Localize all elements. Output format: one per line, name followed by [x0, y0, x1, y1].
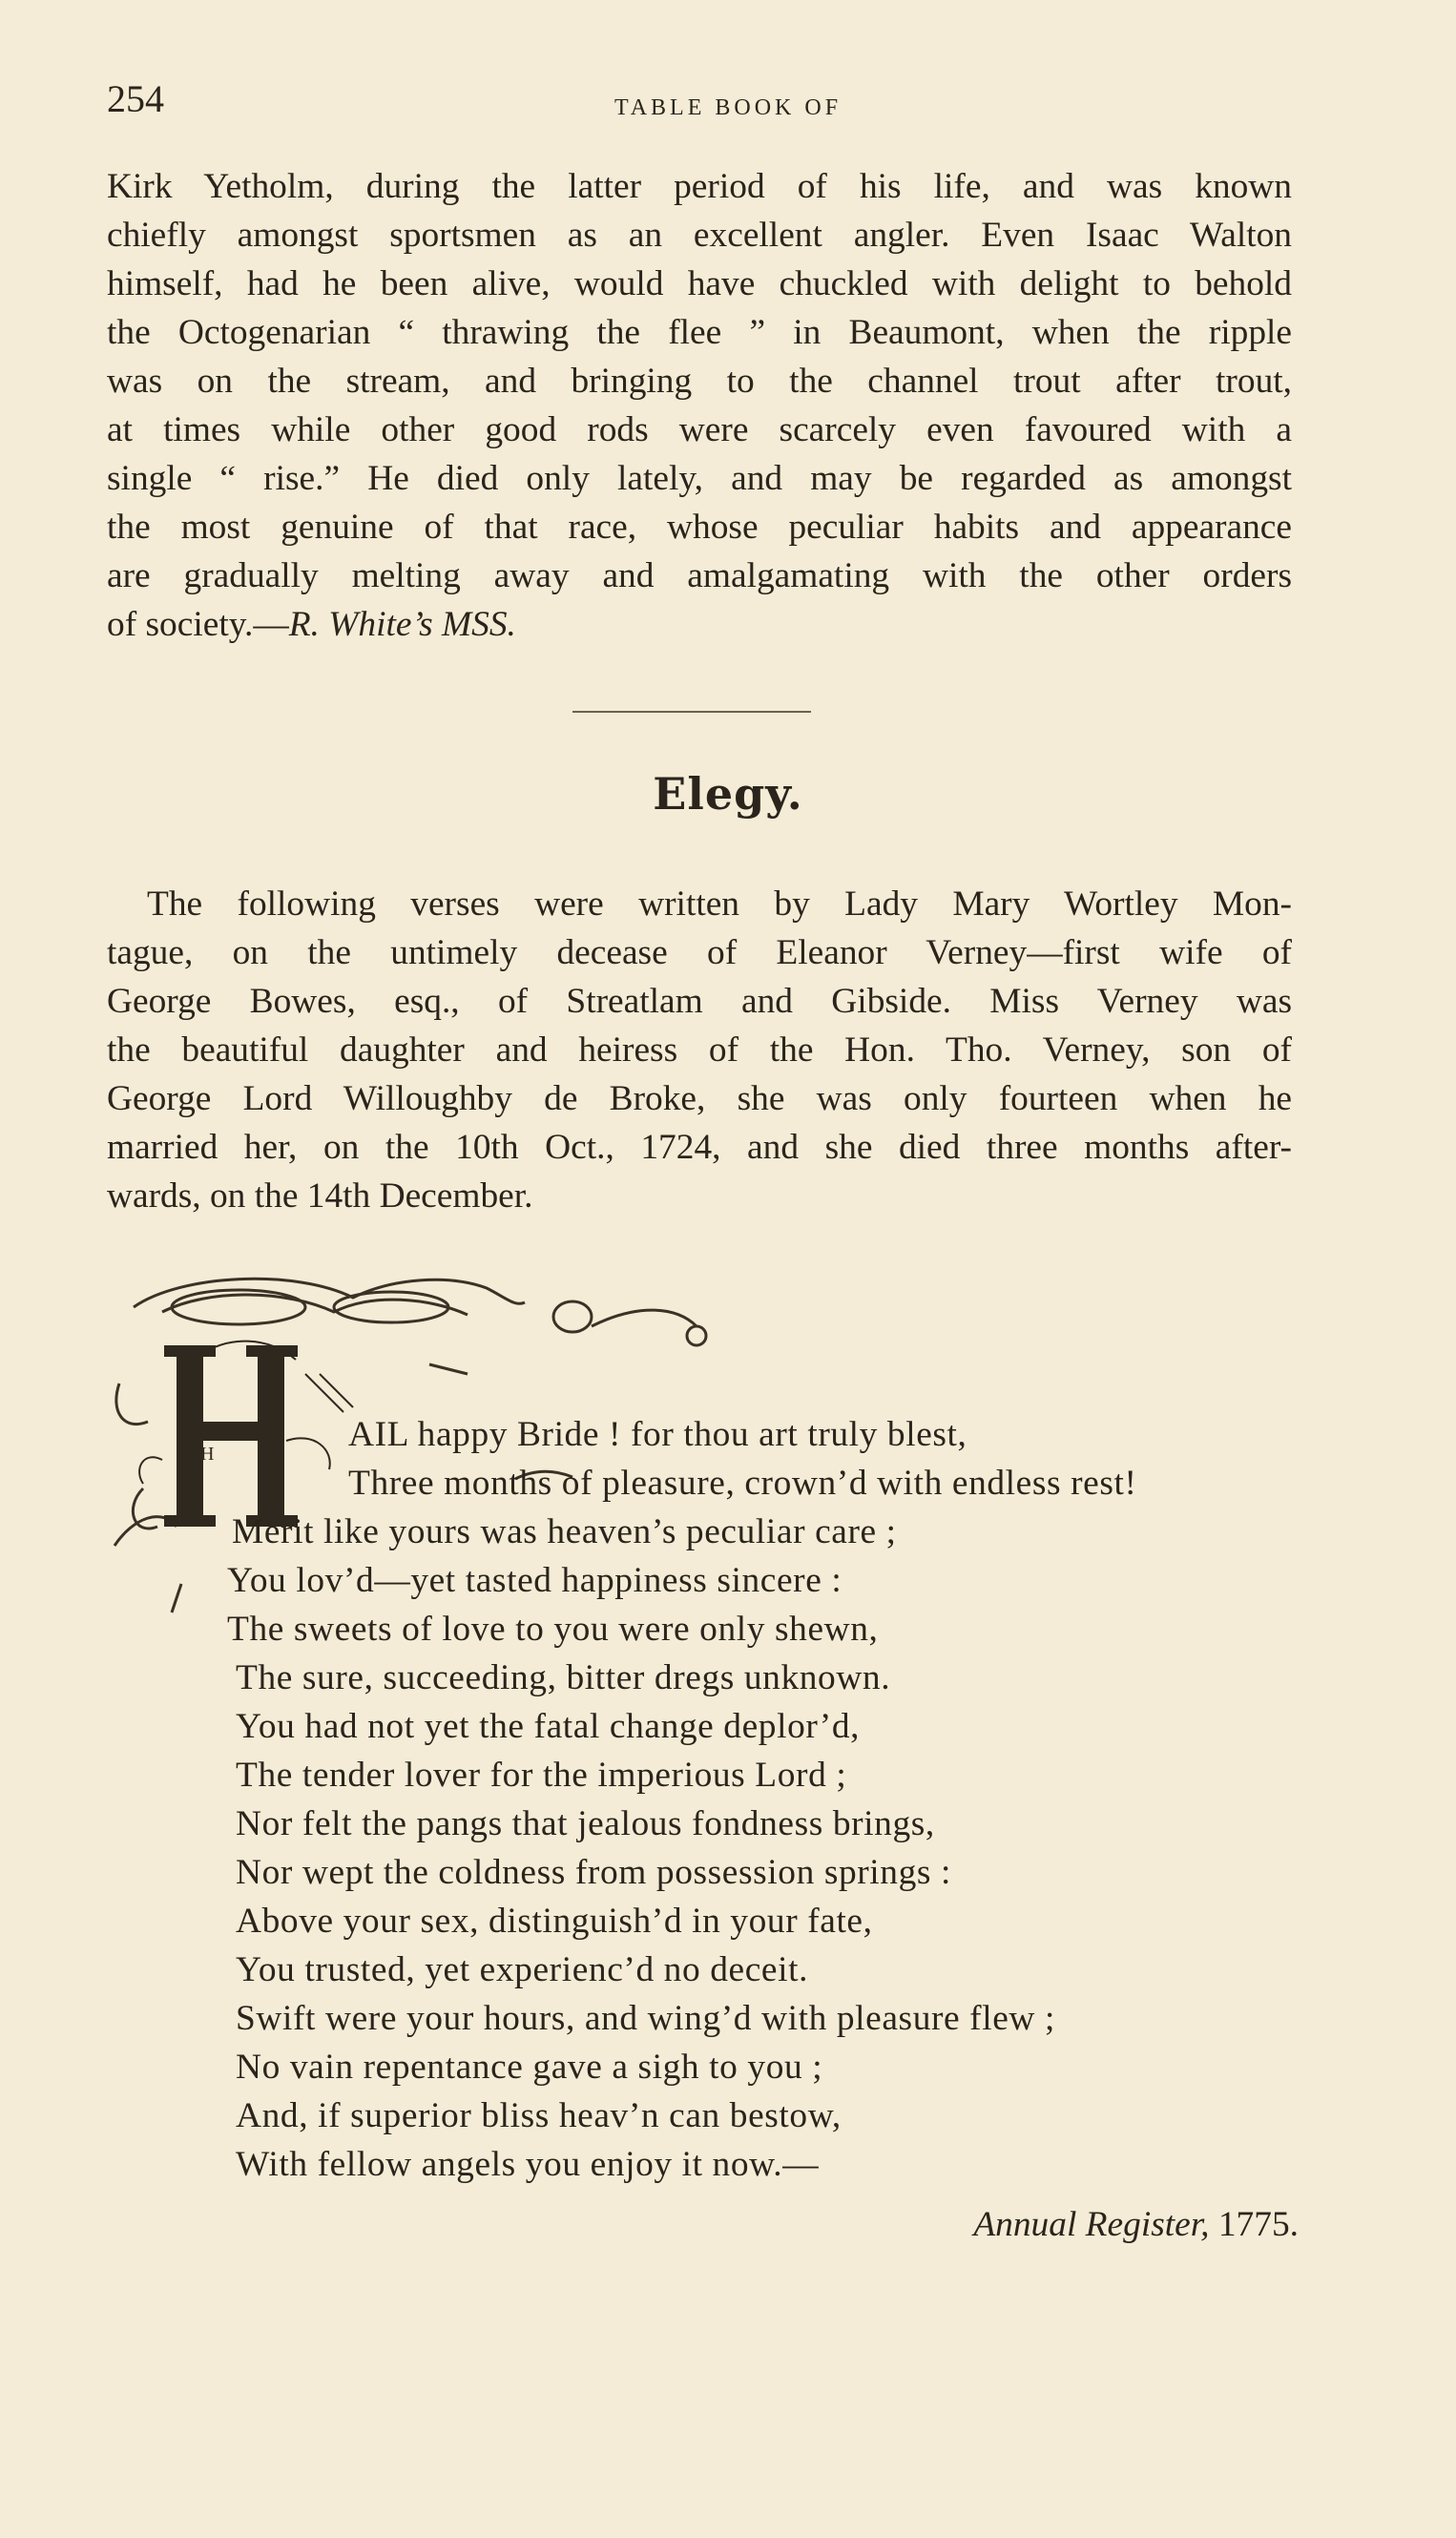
intro2-line: George Bowes, esq., of Streatlam and Gibside. Miss Verney was: [107, 982, 1292, 1021]
elegy-introduction: [107, 880, 1292, 1220]
poem-line: The tender lover for the imperious Lord ;: [236, 1756, 847, 1795]
poem-attribution: [973, 2204, 1299, 2245]
intro-line: single “ rise.” He died only lately, and may be regarded as amongst: [107, 459, 1292, 498]
intro2-line: tague, on the untimely decease of Eleanor Verney—first wife of: [107, 933, 1292, 972]
intro2-line: married her, on the 10th Oct., 1724, and she died three months after-: [107, 1128, 1292, 1167]
poem-line: With fellow angels you enjoy it now.—: [236, 2145, 820, 2184]
poem-line: No vain repentance gave a sigh to you ;: [236, 2048, 823, 2087]
poem-line: You lov’d—yet tasted happiness sincere :: [227, 1561, 842, 1600]
intro-line: the Octogenarian “ thrawing the flee ” in Beaumont, when the ripple: [107, 313, 1292, 352]
intro2-line: wards, on the 14th December.: [107, 1176, 533, 1216]
poem-line: The sure, succeeding, bitter dregs unknown.: [236, 1658, 891, 1697]
section-title: Elegy.: [653, 768, 803, 820]
attribution-source: Annual Register,: [973, 2205, 1210, 2244]
page-header: [107, 76, 1349, 134]
intro-last-line: [107, 600, 1292, 649]
poem-line: Nor felt the pangs that jealous fondness brings,: [236, 1804, 935, 1843]
drop-cap-letter: H: [200, 1444, 215, 1465]
poem-line: Above your sex, distinguish’d in your fate,: [236, 1902, 873, 1941]
intro-line: at times while other good rods were scarcely even favoured with a: [107, 410, 1292, 449]
page-number: 254: [107, 77, 164, 120]
intro-line: was on the stream, and bringing to the channel trout after trout,: [107, 362, 1292, 401]
intro2-line: the beautiful daughter and heiress of the Hon. Tho. Verney, son of: [107, 1030, 1292, 1070]
poem-line: Swift were your hours, and wing’d with pleasure flew ;: [236, 1999, 1055, 2038]
intro-last-line-text: of society.—: [107, 605, 289, 644]
poem-line: Nor wept the coldness from possession springs :: [236, 1853, 951, 1892]
intro-line: chiefly amongst sportsmen as an excellent angler. Even Isaac Walton: [107, 216, 1292, 255]
intro-paragraph: [107, 162, 1292, 649]
poem-line: Merit like yours was heaven’s peculiar care ;: [232, 1512, 897, 1551]
poem-line: You trusted, yet experienc’d no deceit.: [236, 1950, 809, 1989]
poem-line: The sweets of love to you were only shewn,: [227, 1610, 879, 1649]
poem-line: Three months of pleasure, crown’d with endless rest!: [348, 1464, 1137, 1503]
section-divider: [572, 711, 811, 713]
intro-line: himself, had he been alive, would have chuckled with delight to behold: [107, 264, 1292, 303]
running-title: TABLE BOOK OF: [614, 95, 842, 120]
intro-line: are gradually melting away and amalgamating with the other orders: [107, 556, 1292, 595]
poem-line: You had not yet the fatal change deplor’d,: [236, 1707, 861, 1746]
intro-line: the most genuine of that race, whose peculiar habits and appearance: [107, 508, 1292, 547]
manuscript-citation: R. White’s MSS.: [288, 605, 516, 644]
intro-line: Kirk Yetholm, during the latter period of his life, and was known: [107, 167, 1292, 206]
attribution-year: 1775.: [1217, 2205, 1299, 2244]
intro2-line: The following verses were written by Lady Mary Wortley Mon-: [147, 884, 1292, 924]
intro2-line: George Lord Willoughby de Broke, she was only fourteen when he: [107, 1079, 1292, 1118]
poem-line: And, if superior bliss heav’n can bestow,: [236, 2096, 842, 2135]
poem-line: AIL happy Bride ! for thou art truly blest,: [348, 1415, 967, 1454]
